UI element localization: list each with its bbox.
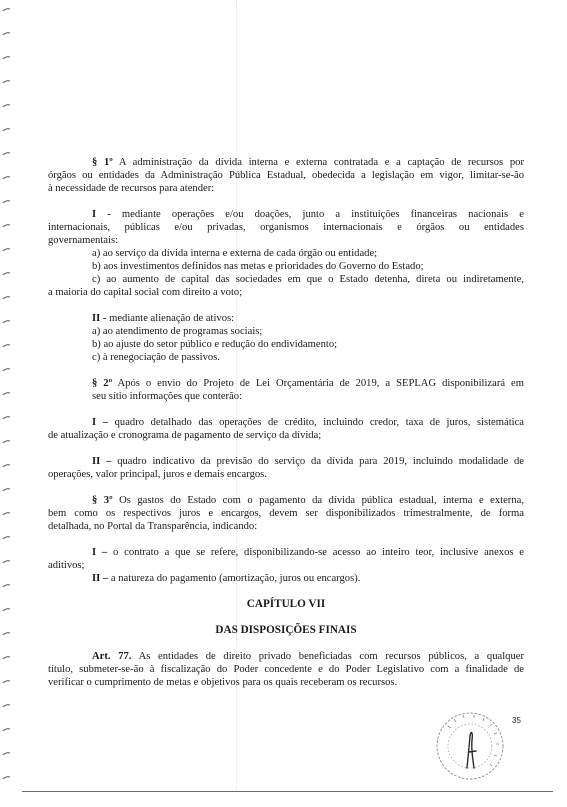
alinea-2a: a) ao atendimento de programas sociais; [92,326,263,337]
official-seal-stamp [430,706,510,786]
binding-hole-mark [3,321,10,323]
binding-hole-mark [3,753,10,755]
paragraph-3-line-2: bem como os respectivos juros e encargos, devem ser disponibilizados trimestralmente, de forma [48,508,524,519]
binding-hole-mark [3,561,10,563]
paragraph-2-item-1-line-2: de atualização e cronograma de pagamento de serviço da dívida; [48,430,322,441]
binding-hole-mark [3,441,10,443]
alinea-1c-line-2: a maioria do capital social com direito a voto; [48,287,243,298]
paragraph-2-item-2-number: II – [92,456,112,467]
binding-hole-mark [3,225,10,227]
article-77-text: As entidades de direito privado beneficiadas com recursos públicos, a qualquer [138,651,524,662]
paragraph-2-item-2-text: quadro indicativo da previsão do serviço da dívida para 2019, incluindo modalidade de [117,456,524,467]
binding-hole-mark [3,681,10,683]
inciso-1-line-3: governamentais: [48,235,119,246]
binding-marks [0,0,14,807]
paragraph-1-text: A administração da dívida interna e externa contratada e a captação de recursos por [118,157,524,168]
paragraph-3-item-2-text: a natureza do pagamento (amortização, juros ou encargos). [110,573,361,584]
paragraph-2-item-1-text: quadro detalhado das operações de crédito, incluindo credor, taxa de juros, sistemática [114,417,524,428]
paragraph-1-line-2: órgãos ou entidades da Administração Pública Estadual, obedecida a legislação em vigor, limitar-se-ão [48,170,524,181]
paragraph-2-item-1-line-1 [48,416,524,429]
paragraph-1-line-1 [48,156,524,169]
binding-hole-mark [3,417,10,419]
paragraph-2-item-2-line-2: operações, valor principal, juros e demais encargos. [48,469,267,480]
page-bottom-rule [22,791,553,792]
paragraph-2-line-2: seu sítio informações que conterão: [92,391,243,402]
binding-hole-mark [3,129,10,131]
binding-hole-mark [3,33,10,35]
binding-hole-mark [3,297,10,299]
paragraph-3-item-2-line [92,572,360,585]
paragraph-3-item-1-line-2: aditivos; [48,560,85,571]
binding-hole-mark [3,633,10,635]
binding-hole-mark [3,105,10,107]
binding-hole-mark [3,57,10,59]
paragraph-3-line-1 [48,494,524,507]
alinea-1a: a) ao serviço da dívida interna e externa de cada órgão ou entidade; [92,248,378,259]
article-77-line-1 [48,650,524,663]
signature-initial [467,733,476,768]
binding-hole-mark [3,537,10,539]
paragraph-3-line-3: detalhada, no Portal da Transparência, indicando: [48,521,258,532]
article-77-label: Art. 77. [92,651,132,662]
binding-hole-mark [3,273,10,275]
paragraph-2-text: Após o envio do Projeto de Lei Orçamentária de 2019, a SEPLAG disponibilizará em [117,378,524,389]
inciso-2-number: II - [92,313,107,324]
alinea-2b: b) ao ajuste do setor público e redução do endividamento; [92,339,338,350]
binding-hole-mark [3,609,10,611]
paragraph-2-item-1-number: I – [92,417,109,428]
paragraph-1-label: § 1º [92,157,113,168]
paragraph-3-item-2-number: II – [92,573,109,584]
binding-hole-mark [3,177,10,179]
binding-hole-mark [3,345,10,347]
binding-hole-mark [3,489,10,491]
inciso-1-line-1 [48,208,524,221]
article-77-line-3: verificar o cumprimento de metas e objetivos para os quais receberam os recursos. [48,677,398,688]
inciso-1-text: mediante operações e/ou doações, junto a instituições financeiras nacionais e [121,209,524,220]
binding-hole-mark [3,249,10,251]
binding-hole-mark [3,777,10,779]
binding-hole-mark [3,729,10,731]
inciso-2-line [92,312,234,325]
inciso-1-line-2: internacionais, públicas e/ou privadas, organismos internacionais e órgãos ou entidades [48,222,524,233]
paragraph-2-item-2-line-1 [48,455,524,468]
binding-hole-mark [3,585,10,587]
alinea-1c-line-1: c) ao aumento de capital das sociedades em que o Estado detenha, direta ou indiretamente, [92,274,524,285]
paragraph-3-item-1-number: I – [92,547,108,558]
alinea-2c: c) à renegociação de passivos. [92,352,220,363]
binding-hole-mark [3,657,10,659]
article-77-line-2: título, submeter-se-ão à fiscalização do Poder concedente e do Poder Legislativo com a finalidade de [48,664,524,675]
inciso-1-number: I - [92,209,111,220]
paragraph-3-item-1-text: o contrato a que se refere, disponibilizando-se acesso ao inteiro teor, inclusive anexos e [113,547,524,558]
paragraph-1-line-3: à necessidade de recursos para atender: [48,183,215,194]
binding-hole-mark [3,393,10,395]
binding-hole-mark [3,465,10,467]
binding-hole-mark [3,153,10,155]
chapter-heading: CAPÍTULO VII [246,598,326,610]
binding-hole-mark [3,201,10,203]
binding-hole-mark [3,513,10,515]
paragraph-2-label: § 2º [92,378,113,389]
binding-hole-mark [3,81,10,83]
binding-hole-mark [3,9,10,11]
alinea-1b: b) aos investimentos definidos nas metas e prioridades do Governo do Estado; [92,261,424,272]
binding-hole-mark [3,369,10,371]
paragraph-3-text: Os gastos do Estado com o pagamento da dívida pública estadual, interna e externa, [119,495,524,506]
paragraph-2-line-1 [48,377,524,390]
inciso-2-text: mediante alienação de ativos: [109,313,235,324]
page-number: 35 [512,716,521,725]
paragraph-3-label: § 3º [92,495,113,506]
binding-hole-mark [3,705,10,707]
paragraph-3-item-1-line-1 [48,546,524,559]
chapter-title: DAS DISPOSIÇÕES FINAIS [215,624,357,636]
